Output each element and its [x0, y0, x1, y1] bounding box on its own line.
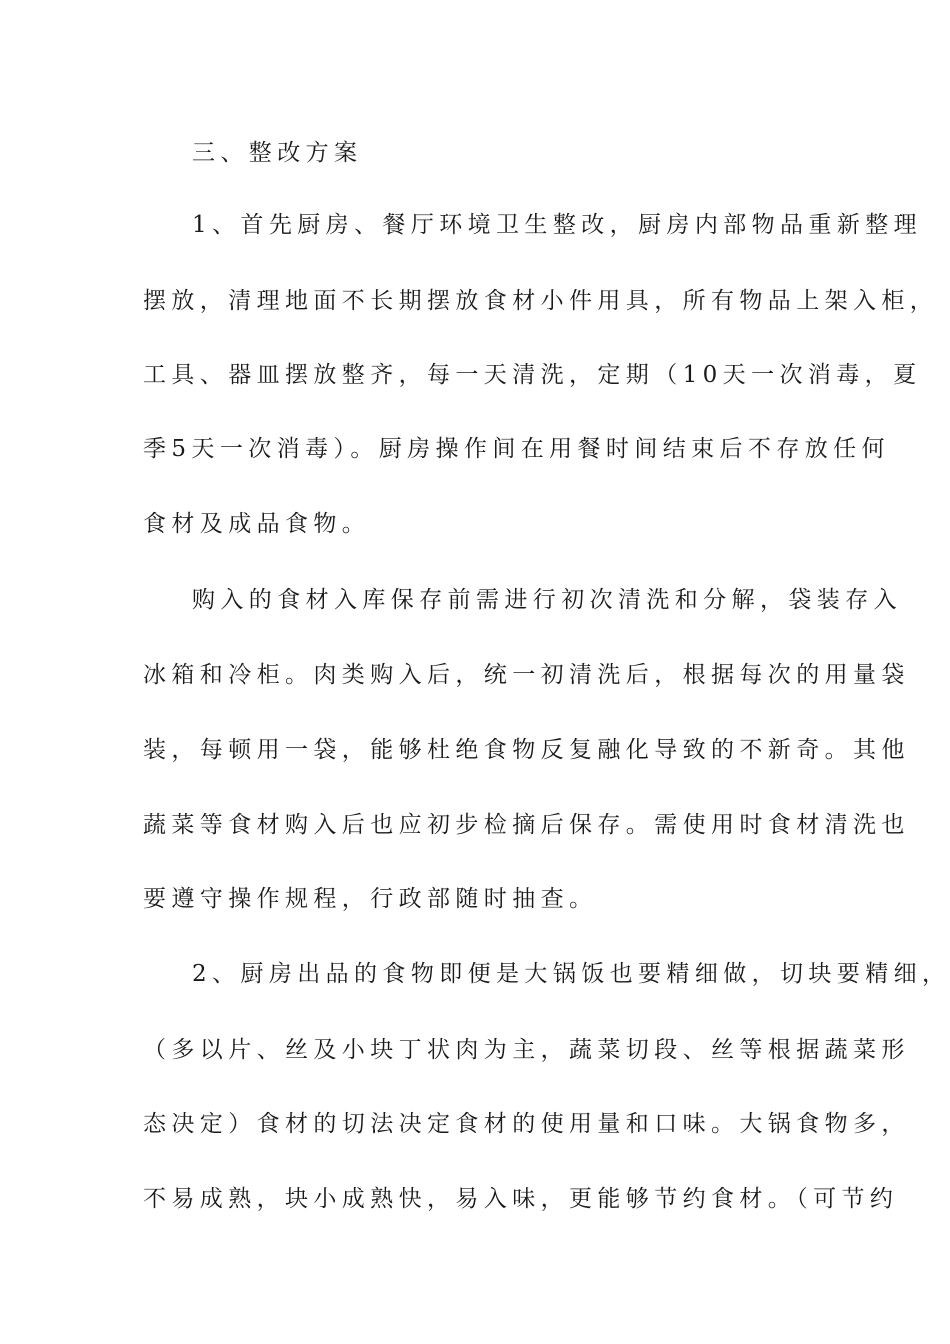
paragraph-line: 1、首先厨房、餐厅环境卫生整改，厨房内部物品重新整理	[192, 212, 923, 238]
paragraph-line: 购入的食材入库保存前需进行初次清洗和分解，袋装存入	[192, 587, 902, 613]
paragraph-line: 工具、器皿摆放整齐，每一天清洗，定期（10天一次消毒，夏	[143, 362, 922, 388]
paragraph-line: 装，每顿用一袋，能够杜绝食物反复融化导致的不新奇。其他	[143, 737, 910, 763]
paragraph-line: 要遵守操作规程，行政部随时抽查。	[143, 886, 598, 912]
paragraph-line: 态决定）食材的切法决定食材的使用量和口味。大锅食物多，	[143, 1111, 910, 1137]
paragraph-line: 食材及成品食物。	[143, 511, 371, 537]
section-heading: 三、整改方案	[192, 140, 363, 166]
paragraph-line: 2、厨房出品的食物即便是大锅饭也要精细做，切块要精细，	[192, 961, 950, 987]
paragraph-line: 蔬菜等食材购入后也应初步检摘后保存。需使用时食材清洗也	[143, 812, 910, 838]
paragraph-line: （多以片、丝及小块丁状肉为主，蔬菜切段、丝等根据蔬菜形	[143, 1037, 910, 1063]
paragraph-line: 冰箱和冷柜。肉类购入后，统一初清洗后，根据每次的用量袋	[143, 662, 910, 688]
paragraph-line: 不易成熟，块小成熟快，易入味，更能够节约食材。（可节约	[143, 1186, 899, 1212]
paragraph-line: 季5天一次消毒）。厨房操作间在用餐时间结束后不存放任何	[143, 436, 890, 462]
paragraph-line: 摆放，清理地面不长期摆放食材小件用具，所有物品上架入柜，	[143, 288, 939, 314]
